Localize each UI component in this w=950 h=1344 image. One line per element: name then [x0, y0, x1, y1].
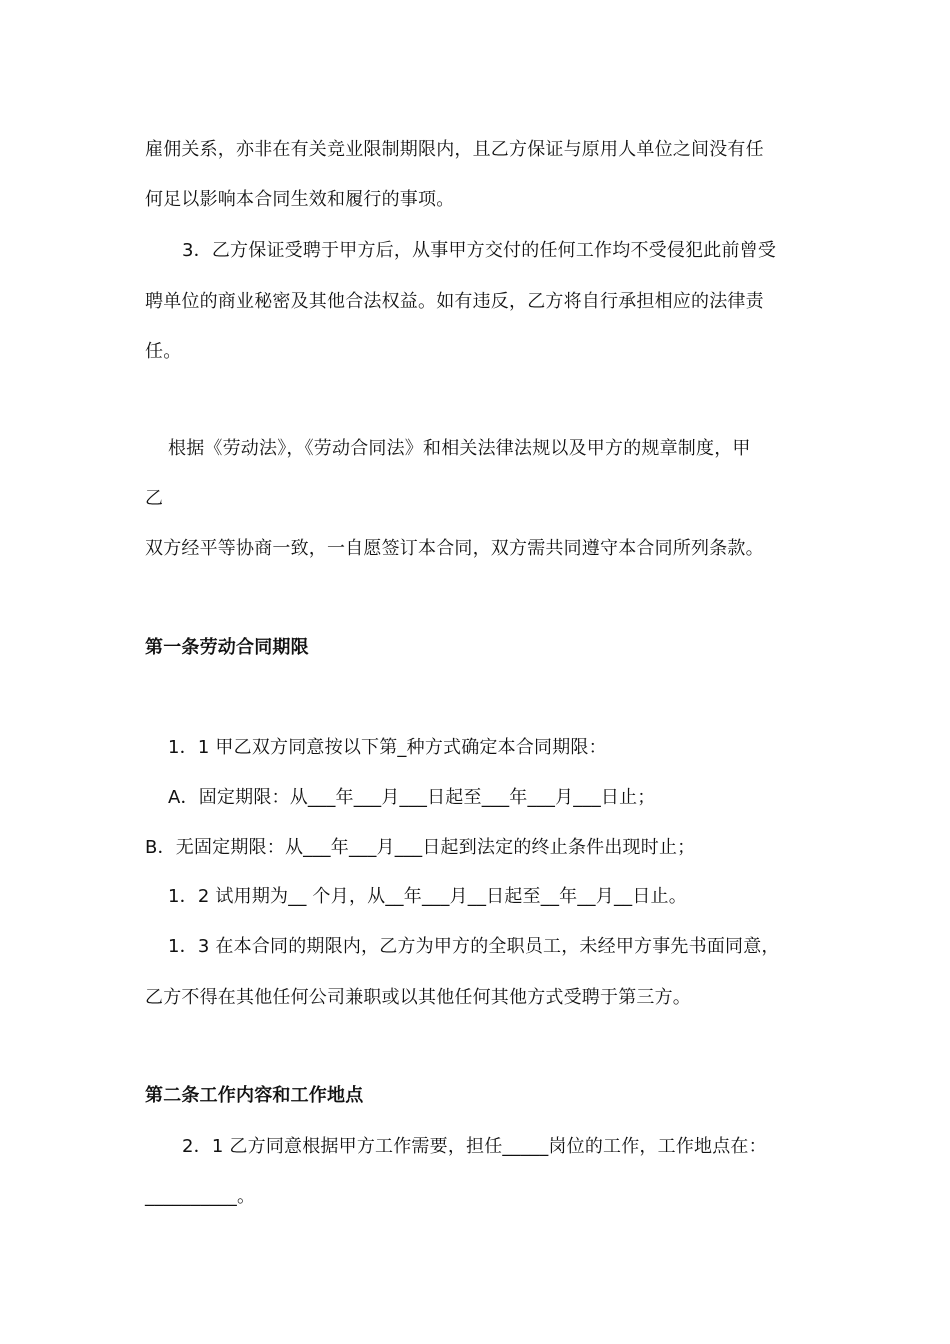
- section-heading-1: 第一条劳动合同期限: [145, 637, 309, 658]
- option-a: A．固定期限：从___年___月___日起至___年___月___日止；: [168, 787, 656, 808]
- clause-1-1: 1．1 甲乙双方同意按以下第_种方式确定本合同期限：: [168, 737, 607, 758]
- clause-2-1-line-2: __________。: [145, 1186, 256, 1207]
- preamble-line-1: 根据《劳动法》，《劳动合同法》和相关法律法规以及甲方的规章制度，甲: [168, 438, 751, 459]
- option-b: B．无固定期限：从___年___月___日起到法定的终止条件出现时止；: [145, 837, 696, 858]
- clause-3-line-3: 任。: [145, 341, 182, 362]
- paragraph-line-2: 何足以影响本合同生效和履行的事项。: [145, 189, 455, 210]
- preamble-line-3: 双方经平等协商一致，一自愿签订本合同，双方需共同遵守本合同所列条款。: [145, 538, 764, 559]
- paragraph-line-1: 雇佣关系，亦非在有关竞业限制期限内，且乙方保证与原用人单位之间没有任: [145, 139, 764, 160]
- clause-1-2: 1．2 试用期为__ 个月，从__年___月__日起至__年__月__日止。: [168, 886, 687, 907]
- clause-3-line-2: 聘单位的商业秘密及其他合法权益。如有违反，乙方将自行承担相应的法律责: [145, 291, 764, 312]
- clause-2-1-line-1: 2．1 乙方同意根据甲方工作需要，担任_____岗位的工作，工作地点在：: [182, 1136, 767, 1157]
- clause-3-line-1: 3．乙方保证受聘于甲方后，从事甲方交付的任何工作均不受侵犯此前曾受: [182, 240, 777, 261]
- clause-1-3-line-2: 乙方不得在其他任何公司兼职或以其他任何其他方式受聘于第三方。: [145, 987, 691, 1008]
- clause-1-3-line-1: 1．3 在本合同的期限内，乙方为甲方的全职员工，未经甲方事先书面同意，: [168, 936, 780, 957]
- preamble-line-2: 乙: [145, 488, 164, 509]
- section-heading-2: 第二条工作内容和工作地点: [145, 1085, 364, 1106]
